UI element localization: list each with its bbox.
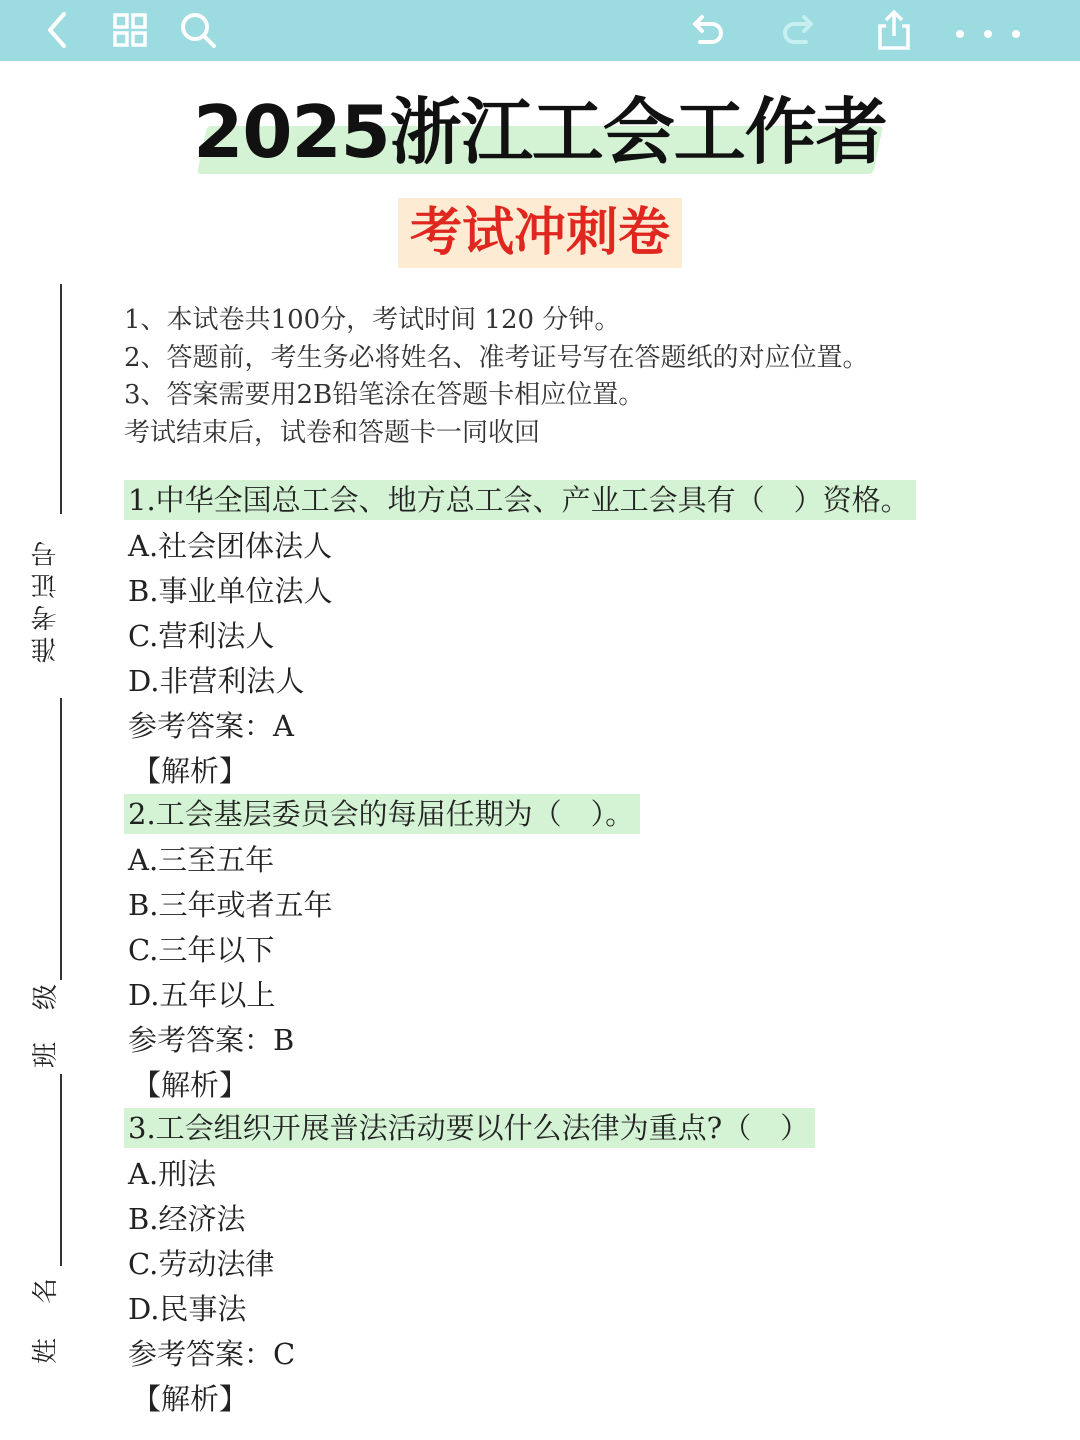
binding-line bbox=[60, 1074, 62, 1266]
option-c: C.三年以下 bbox=[128, 933, 275, 967]
question-list bbox=[124, 480, 1024, 1422]
reference-answer: 参考答案：B bbox=[128, 1023, 295, 1057]
name-label-2: 姓 bbox=[31, 1338, 61, 1365]
binding-line bbox=[60, 698, 62, 980]
instruction-line: 2、答题前，考生务必将姓名、准考证号写在答题纸的对应位置。 bbox=[124, 342, 869, 373]
option-b: B.事业单位法人 bbox=[128, 574, 333, 608]
class-label-1: 级 bbox=[31, 984, 61, 1011]
instruction-line: 1、本试卷共100分，考试时间 120 分钟。 bbox=[124, 305, 621, 335]
title-area bbox=[0, 82, 1080, 182]
option-a: A.刑法 bbox=[128, 1157, 217, 1191]
share-icon[interactable] bbox=[872, 8, 916, 52]
analysis-label: 【解析】 bbox=[132, 1382, 249, 1416]
page-subtitle: 考试冲刺卷 bbox=[409, 203, 670, 263]
option-c: C.营利法人 bbox=[128, 619, 275, 653]
option-d: D.非营利法人 bbox=[128, 664, 305, 698]
instruction-line: 3、答案需要用2B铅笔涂在答题卡相应位置。 bbox=[124, 380, 645, 410]
page-title: 2025浙江工会工作者 bbox=[193, 90, 887, 174]
exam-instructions bbox=[124, 302, 984, 452]
binding-line bbox=[60, 284, 62, 514]
instruction-line: 考试结束后，试卷和答题卡一同收回 bbox=[124, 417, 541, 448]
reference-answer: 参考答案：C bbox=[128, 1337, 296, 1371]
option-c: C.劳动法律 bbox=[128, 1247, 275, 1281]
reference-answer: 参考答案：A bbox=[128, 709, 294, 743]
search-icon[interactable] bbox=[176, 8, 220, 52]
option-d: D.五年以上 bbox=[128, 978, 276, 1012]
question-stem: 3.工会组织开展普法活动要以什么法律为重点?（ ） bbox=[124, 1108, 815, 1148]
redo-icon[interactable] bbox=[778, 8, 822, 52]
exam-id-label: 准考证号 bbox=[31, 535, 61, 663]
more-icon[interactable] bbox=[950, 8, 1030, 52]
option-a: A.社会团体法人 bbox=[128, 529, 333, 563]
question-block bbox=[124, 480, 1024, 794]
analysis-label: 【解析】 bbox=[132, 1068, 249, 1102]
option-b: B.三年或者五年 bbox=[128, 888, 333, 922]
undo-icon[interactable] bbox=[684, 8, 728, 52]
question-stem: 1.中华全国总工会、地方总工会、产业工会具有（ ）资格。 bbox=[124, 480, 916, 520]
option-b: B.经济法 bbox=[128, 1202, 246, 1236]
grid-icon[interactable] bbox=[108, 8, 152, 52]
option-a: A.三至五年 bbox=[128, 843, 275, 877]
question-stem: 2.工会基层委员会的每届任期为（ ）。 bbox=[124, 794, 640, 834]
class-label-2: 班 bbox=[31, 1042, 61, 1069]
name-label-1: 名 bbox=[31, 1278, 61, 1305]
question-block bbox=[124, 794, 1024, 1108]
top-toolbar bbox=[0, 0, 1080, 61]
option-d: D.民事法 bbox=[128, 1292, 247, 1326]
analysis-label: 【解析】 bbox=[132, 754, 249, 788]
question-block bbox=[124, 1108, 1024, 1422]
back-icon[interactable] bbox=[36, 8, 80, 52]
